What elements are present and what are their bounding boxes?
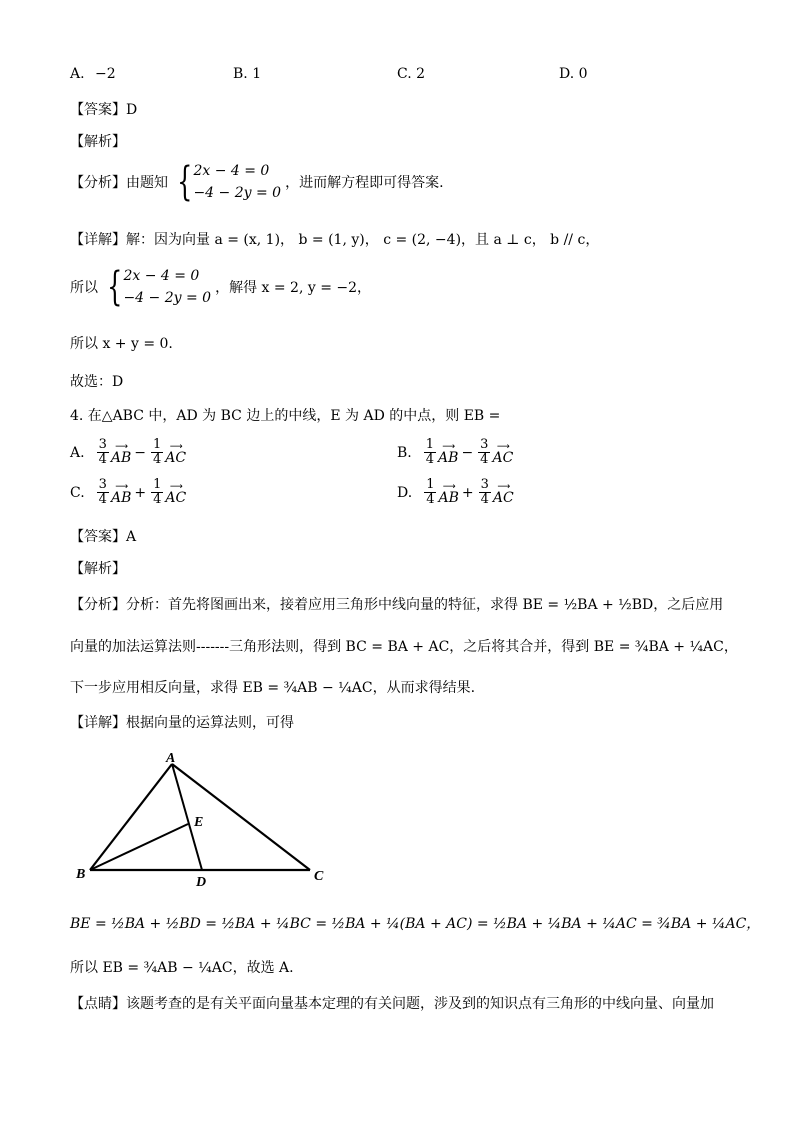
brace-icon: { — [177, 159, 193, 205]
answer-value: A — [126, 529, 137, 545]
label-a: A — [166, 751, 176, 766]
q3-choose: 故选：D — [70, 374, 124, 390]
q4-dianjing — [70, 993, 714, 1013]
q4-option-c: C. $\frac{3}{4}$ ⟶ AB + $\frac{1}{4}$ ⟶ AC — [70, 477, 187, 507]
segment-be — [90, 824, 188, 870]
q4-option-a: A. $\frac{3}{4}$ ⟶ AB − $\frac{1}{4}$ ⟶ AC — [70, 437, 187, 467]
vector: AB — [110, 449, 132, 466]
coef-num: 3 — [480, 437, 489, 452]
label-c: C — [314, 869, 324, 884]
option-label: B. — [233, 66, 248, 82]
vector: AC — [165, 489, 187, 506]
q3-analysis-tag: 【解析】 — [70, 134, 126, 150]
option-value: 1 — [252, 66, 262, 82]
answer-value: D — [126, 102, 138, 118]
equation-1: 2x − 4 = 0 — [123, 268, 200, 284]
vector: AC — [165, 449, 187, 466]
coef-num: 1 — [425, 437, 435, 452]
label-d: D — [196, 875, 207, 888]
q4-fenxi-line-2: 向量的加法运算法则-------三角形法则，得到 BC = BA + AC，之后将其合并，得到 BE = ¾BA + ¼AC， — [70, 639, 738, 655]
fenxi-post: ，进而解方程即可得答案. — [285, 175, 444, 191]
triangle-figure — [72, 748, 332, 888]
operator: − — [461, 444, 474, 461]
q3-option-b — [233, 66, 261, 82]
q4-fenxi-line-3: 下一步应用相反向量，求得 EB = ¾AB − ¼AC，从而求得结果. — [70, 680, 476, 696]
vector: AC — [492, 449, 514, 466]
coef-num: 3 — [98, 477, 107, 492]
q4-fenxi-line-1 — [70, 594, 723, 614]
option-label: D. — [397, 484, 413, 501]
coef-den: 4 — [152, 452, 162, 467]
detail-tag: 【详解】 — [70, 232, 126, 248]
vector: AB — [438, 489, 459, 506]
q3-sum: 所以 x + y = 0. — [70, 336, 173, 352]
dianjing-tag: 【点睛】 — [70, 996, 126, 1012]
coef-num: 1 — [152, 437, 162, 452]
detail-text: 根据向量的运算法则，可得 — [126, 715, 294, 731]
fenxi-tag: 【分析】 — [70, 175, 126, 191]
option-label: C. — [397, 66, 412, 82]
option-label: C. — [70, 484, 85, 501]
equation-2: −4 − 2y = 0 — [193, 185, 282, 201]
label-b: B — [76, 867, 86, 882]
detail-text: 解：因为向量 a = (x, 1)， b = (1, y)， c = (2, −4)，且 a ⊥ c， b // c， — [126, 232, 600, 248]
dianjing-text: 该题考查的是有关平面向量基本定理的有关问题，涉及到的知识点有三角形的中线向量、向量加 — [126, 996, 714, 1012]
option-value: −2 — [95, 66, 116, 82]
equation-system — [102, 265, 211, 309]
option-label: A. — [70, 444, 85, 461]
option-label: D. — [559, 66, 575, 82]
so-post: ，解得 x = 2, y = −2， — [215, 280, 372, 296]
q4-option-b: B. $\frac{1}{4}$ ⟶ AB − $\frac{3}{4}$ ⟶ AC — [397, 437, 514, 467]
vector: AB — [110, 489, 132, 506]
coef-num: 3 — [480, 477, 489, 492]
q3-detail — [70, 229, 599, 249]
equation-system — [172, 160, 281, 204]
answer-tag: 【答案】 — [70, 102, 126, 118]
q4-detail — [70, 712, 294, 732]
brace-icon: { — [107, 264, 123, 310]
coef-num: 1 — [153, 477, 162, 492]
detail-tag: 【详解】 — [70, 715, 126, 731]
q4-option-d: D. $\frac{1}{4}$ ⟶ AB + $\frac{3}{4}$ ⟶ AC — [397, 477, 514, 507]
q3-option-a — [70, 66, 116, 82]
q3-answer — [70, 99, 137, 119]
side-ab — [90, 764, 172, 870]
q4-answer — [70, 526, 136, 546]
vector: AC — [492, 489, 514, 506]
answer-tag: 【答案】 — [70, 529, 126, 545]
coef-den: 4 — [480, 492, 489, 507]
vector: AB — [438, 449, 459, 466]
side-ac — [172, 764, 310, 870]
equation-1: 2x − 4 = 0 — [193, 163, 270, 179]
fenxi-tag: 【分析】 — [70, 597, 126, 613]
q3-option-d — [559, 66, 588, 82]
coef-den: 4 — [98, 492, 107, 507]
operator: − — [134, 444, 146, 461]
coef-den: 4 — [480, 452, 489, 467]
option-label: B. — [397, 444, 412, 461]
fenxi-text: 分析：首先将图画出来，接着应用三角形中线向量的特征，求得 BE = ½BA + ½BD，之后应用 — [126, 597, 724, 613]
label-e: E — [194, 815, 204, 830]
option-value: 0 — [578, 66, 588, 82]
q3-solution — [70, 265, 371, 309]
q4-stem: 4. 在△ABC 中，AD 为 BC 边上的中线，E 为 AD 的中点，则 EB = — [70, 408, 501, 424]
coef-den: 4 — [425, 452, 435, 467]
option-value: 2 — [416, 66, 426, 82]
q4-calc-line: BE = ½BA + ½BD = ½BA + ¼BC = ½BA + ¼(BA + AC) = ½BA + ¼BA + ¼AC = ¾BA + ¼AC， — [70, 916, 761, 932]
q4-so-line: 所以 EB = ¾AB − ¼AC，故选 A. — [70, 960, 294, 976]
so-pre: 所以 — [70, 280, 98, 296]
operator: + — [461, 484, 474, 501]
coef-num: 3 — [98, 437, 107, 452]
option-label: A. — [70, 66, 85, 82]
operator: + — [134, 484, 147, 501]
equation-2: −4 − 2y = 0 — [123, 290, 212, 306]
coef-den: 4 — [153, 492, 162, 507]
coef-num: 1 — [426, 477, 435, 492]
q3-fenxi — [70, 160, 444, 204]
coef-den: 4 — [426, 492, 435, 507]
q3-option-c — [397, 66, 425, 82]
q4-analysis-tag: 【解析】 — [70, 561, 126, 577]
coef-den: 4 — [98, 452, 107, 467]
fenxi-pre: 由题知 — [126, 175, 168, 191]
